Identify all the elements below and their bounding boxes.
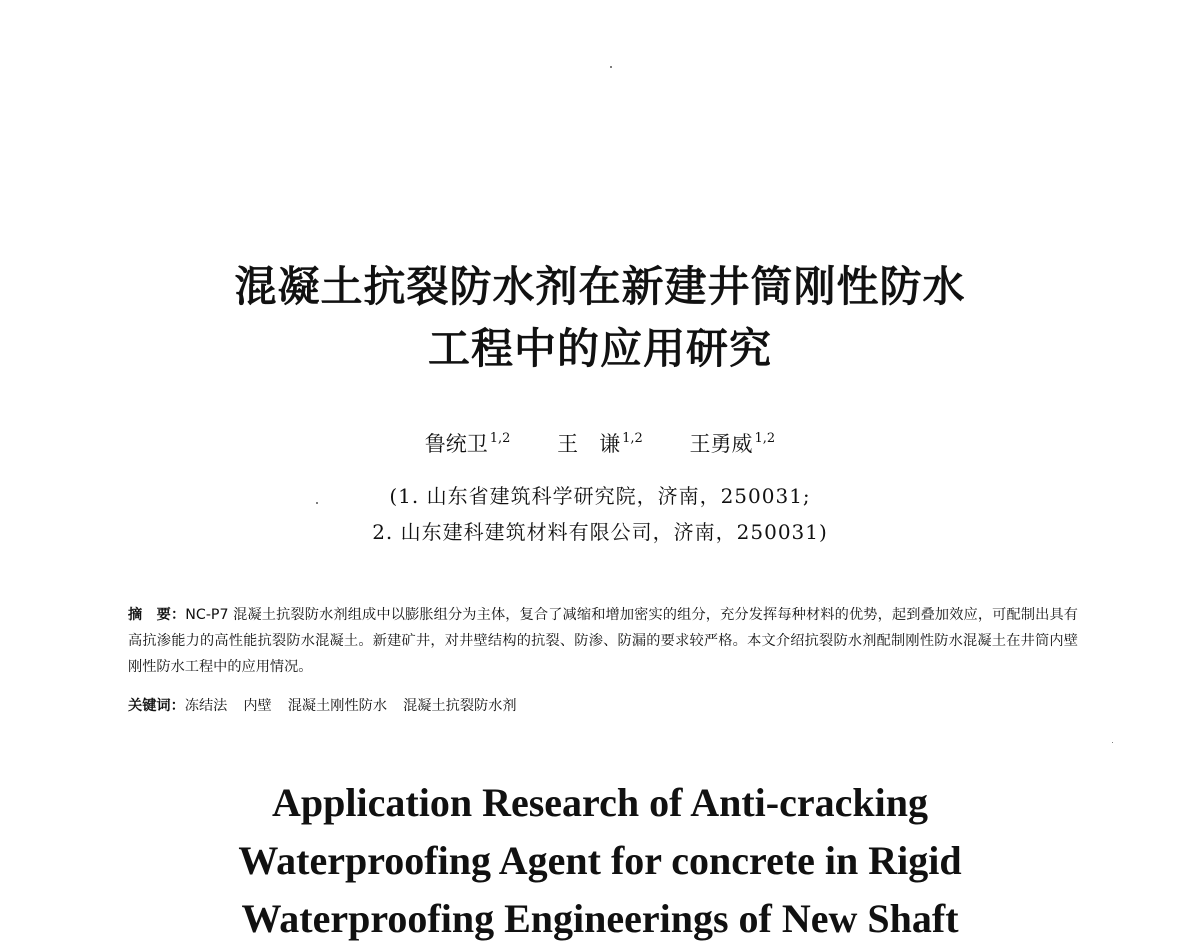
english-title-line-3: Waterproofing Engineerings of New Shaft bbox=[241, 896, 959, 941]
author bbox=[690, 424, 776, 459]
english-title-line-2: Waterproofing Agent for concrete in Rigid bbox=[238, 838, 962, 883]
affiliation-line-2: 2. 山东建科建筑材料有限公司，济南，250031) bbox=[372, 520, 828, 544]
author-name: 王勇威 bbox=[689, 432, 753, 456]
chinese-title-line-1: 混凝土抗裂防水剂在新建井筒刚性防水 bbox=[234, 262, 966, 311]
author bbox=[425, 424, 511, 459]
keyword: 冻结法 bbox=[184, 698, 228, 714]
affiliation-line-1: (1. 山东省建筑科学研究院，济南，250031; bbox=[389, 484, 811, 508]
chinese-title-line-2: 工程中的应用研究 bbox=[427, 324, 772, 373]
keywords-label: 关键词： bbox=[128, 698, 185, 714]
scan-speck bbox=[610, 66, 612, 68]
author-affiliation-mark: 1,2 bbox=[754, 431, 776, 446]
english-title bbox=[0, 774, 1200, 948]
abstract bbox=[128, 602, 1078, 680]
affiliations bbox=[0, 478, 1200, 550]
author-list bbox=[0, 424, 1200, 459]
author-name: 王 谦 bbox=[557, 432, 621, 456]
keyword: 混凝土刚性防水 bbox=[287, 698, 388, 714]
author-name: 鲁统卫 bbox=[424, 432, 488, 456]
chinese-title bbox=[0, 256, 1200, 380]
author-affiliation-mark: 1,2 bbox=[489, 431, 511, 446]
author bbox=[557, 424, 643, 459]
keyword: 混凝土抗裂防水剂 bbox=[403, 698, 517, 714]
english-title-line-1: Application Research of Anti-cracking bbox=[272, 780, 928, 825]
keywords bbox=[128, 693, 533, 719]
keyword: 内壁 bbox=[243, 698, 272, 714]
scan-speck bbox=[1112, 742, 1113, 743]
abstract-text: NC-P7 混凝土抗裂防水剂组成中以膨胀组分为主体，复合了减缩和增加密实的组分，充分发挥每种材料的优势，起到叠加效应，可配制出具有高抗渗能力的高性能抗裂防水混凝土。新建矿井，对井壁结构的抗裂、防渗、防漏的要求较严格。本文介绍抗裂防水剂配制刚性防水混凝土在井筒内壁刚性防水工程中的应用情况。 bbox=[128, 607, 1078, 675]
author-affiliation-mark: 1,2 bbox=[622, 431, 643, 446]
abstract-label: 摘 要： bbox=[128, 607, 186, 623]
